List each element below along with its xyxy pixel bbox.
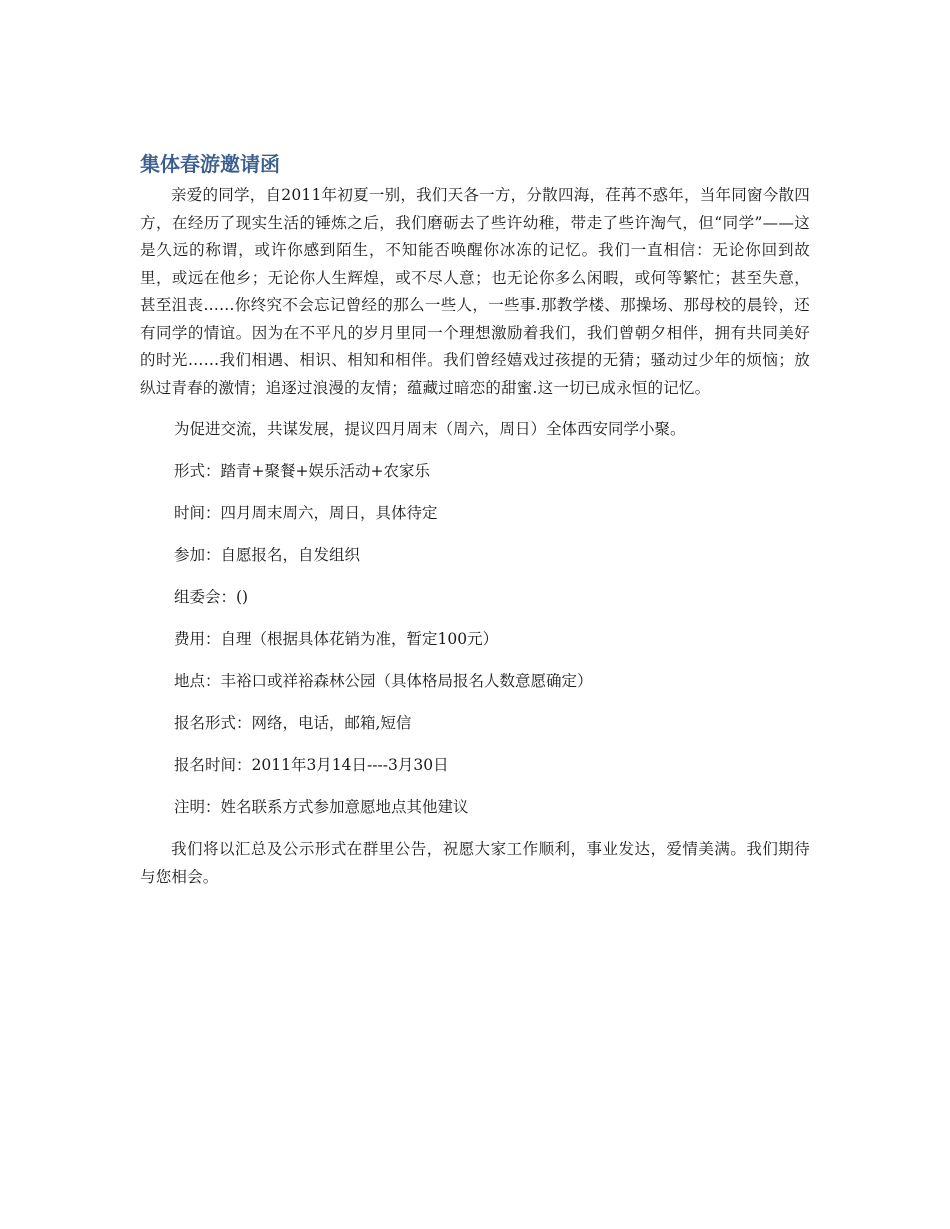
detail-time: 时间：四月周末周六，周日，具体待定 [174,504,438,522]
detail-signup-method: 报名形式：网络，电话，邮箱,短信 [174,714,412,732]
detail-form: 形式：踏青+聚餐+娱乐活动+农家乐 [174,462,430,480]
intro-paragraph: 亲爱的同学，自2011年初夏一别，我们天各一方，分散四海，荏苒不惑年，当年同窗今散四方，在经历了现实生活的锤炼之后，我们磨砺去了些许幼稚，带走了些许淘气，但“同学”——这是久远的称谓，或许你感到陌生，不知能否唤醒你冰冻的记忆。我们一直相信：无论你回到故里，或远在他乡；无论你人生辉煌，或不尽人意；也无论你多么闲暇，或何等繁忙；甚至失意，甚至沮丧……你终究不会忘记曾经的那么一些人，一些事.那教学楼、那操场、那母校的晨铃，还有同学的情谊。因为在不平凡的岁月里同一个理想激励着我们，我们曾朝夕相伴，拥有共同美好的时光……我们相遇、相识、相知和相伴。我们曾经嬉戏过孩提的无猜；骚动过少年的烦恼；放纵过青春的激情；追逐过浪漫的友情；蕴藏过暗恋的甜蜜.这一切已成永恒的记忆。 [140,186,810,397]
detail-note: 注明：姓名联系方式参加意愿地点其他建议 [174,798,469,816]
detail-committee: 组委会：() [174,588,249,606]
document-title: 集体春游邀请函 [140,152,280,176]
detail-cost: 费用：自理（根据具体花销为准，暂定100元） [174,630,499,648]
document-page [140,150,810,891]
detail-signup-time: 报名时间：2011年3月14日----3月30日 [174,756,449,774]
proposal-line: 为促进交流，共谋发展，提议四月周末（周六，周日）全体西安同学小聚。 [174,420,686,438]
detail-location: 地点：丰裕口或祥裕森林公园（具体格局报名人数意愿确定） [174,672,593,690]
detail-participation: 参加：自愿报名，自发组织 [174,546,361,564]
closing-paragraph: 我们将以汇总及公示形式在群里公告，祝愿大家工作顺利，事业发达，爱情美满。我们期待与您相会。 [140,840,810,886]
